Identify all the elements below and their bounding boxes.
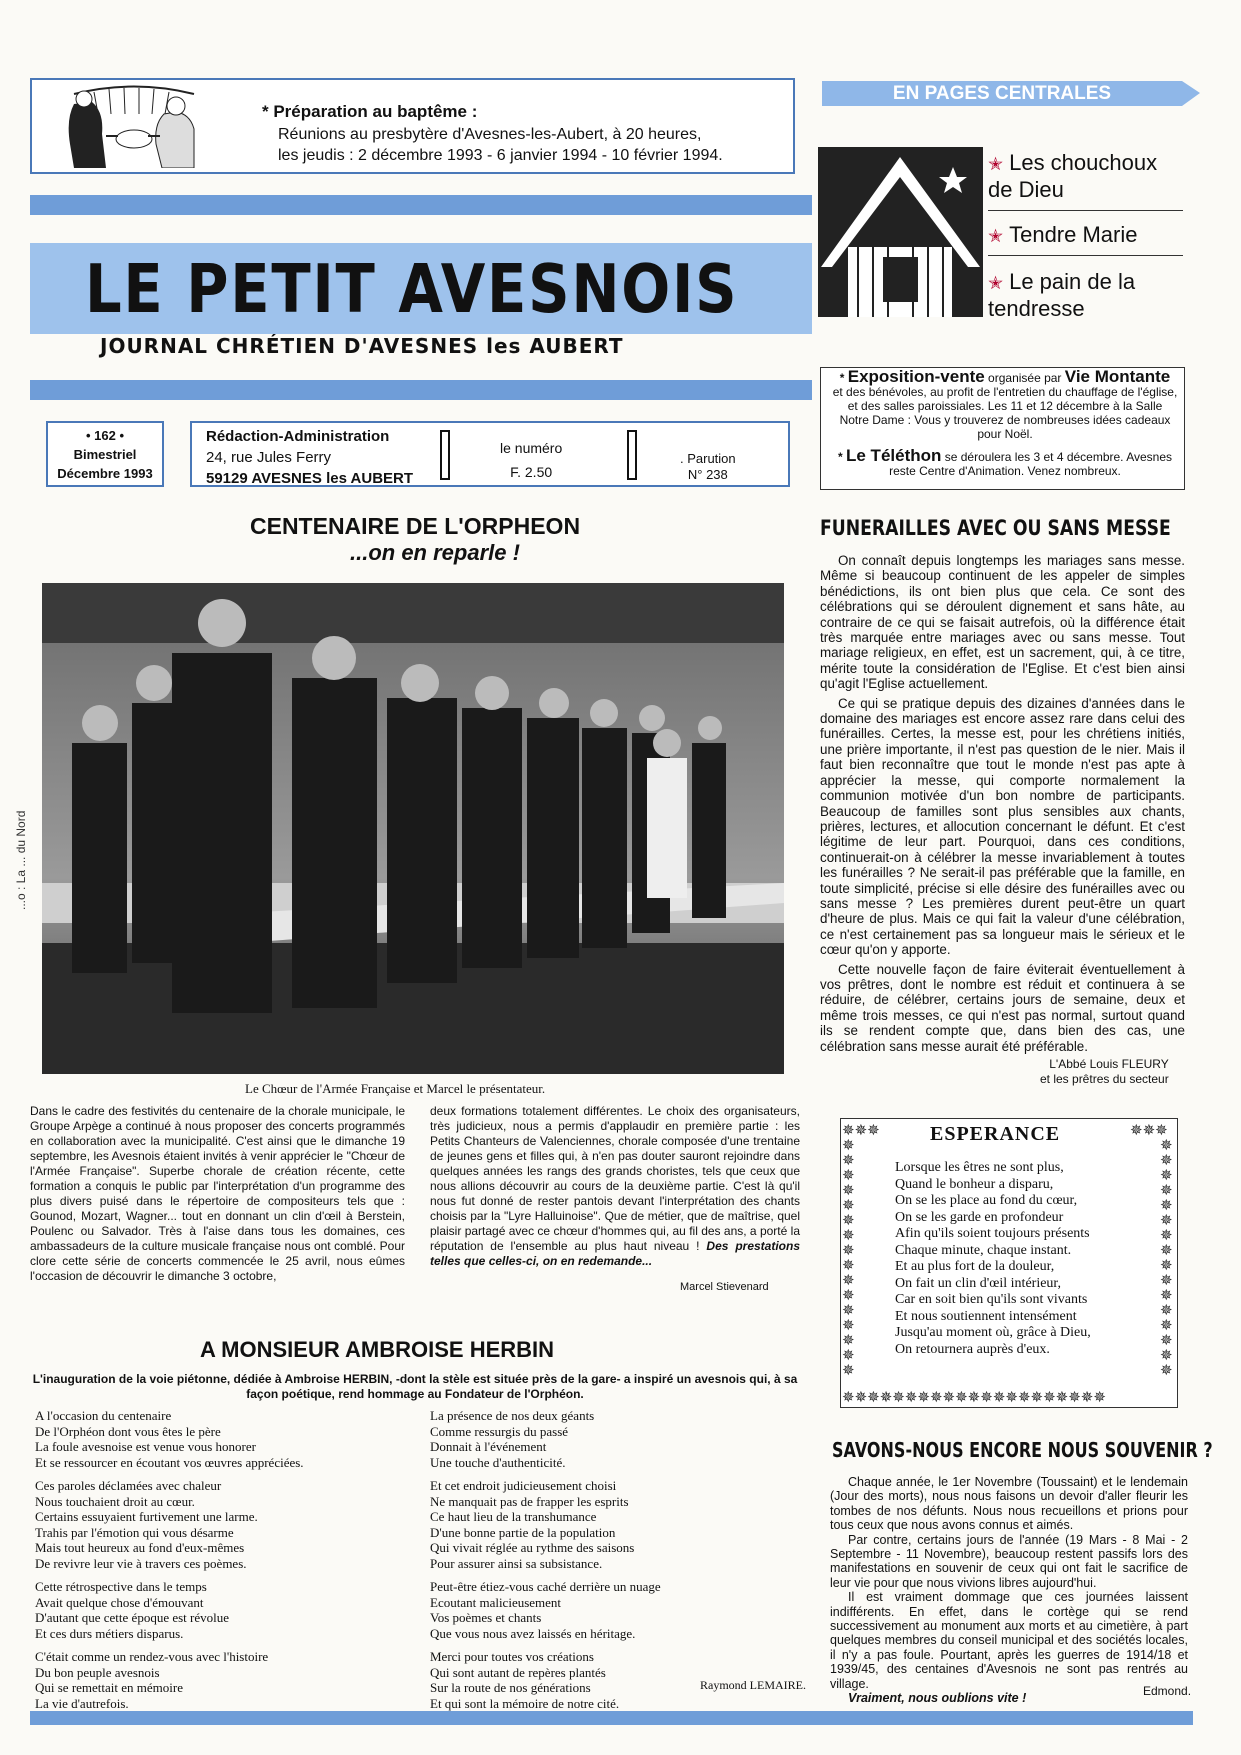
poem-line: Quand le bonheur a disparu,: [895, 1176, 1054, 1192]
star-icon: ✭: [988, 273, 1004, 293]
poem-line: Et se ressourcer en écoutant vos œuvres appréciées.: [35, 1454, 304, 1470]
photo-caption: Le Chœur de l'Armée Française et Marcel le présentateur.: [245, 1081, 546, 1096]
bapteme-title: * Préparation au baptême :: [262, 102, 478, 121]
poem-line: La foule avesnoise est venue vous honorer: [35, 1439, 256, 1454]
poem-line: Et nous soutiennent intensément: [895, 1308, 1077, 1324]
poem-line: Nous touchaient droit au cœur.: [35, 1493, 195, 1509]
poem-line: Et ces durs métiers disparus.: [35, 1625, 184, 1641]
poem-line: Chaque minute, chaque instant.: [895, 1242, 1072, 1258]
bapteme-text: Réunions au presbytère d'Avesnes-les-Aubert, à 20 heures, les jeudis : 2 décembre 1993 - 6 janvier 1994 - 10 février 1994.: [278, 126, 723, 164]
expo-text: * Exposition-vente organisée par Vie Montante et des bénévoles, au profit de l'entretien du chauffage de l'église, et des salles paroissiales. Les 11 et 12 décembre à la Salle Notre Dame : Vous y trouverez de nombreuses idées cadeaux pour Noël. * Le Téléthon se déroulera les 3 et 4 décembre. Avesnes reste Centre d'Animation. Venez nombreux.: [832, 367, 1178, 478]
issue-frequency: Bimestriel: [73, 447, 137, 462]
poem-stanza: [430, 1478, 770, 1571]
poem-line: De l'Orphéon dont vous êtes le père: [35, 1423, 221, 1439]
poem-line: Avait quelque chose d'émouvant: [35, 1594, 204, 1610]
poem-stanza: [430, 1408, 770, 1470]
herbin-poem-left: [35, 1408, 375, 1719]
poem-line: Ne manquait pas de frapper les esprits: [430, 1493, 629, 1509]
chalet-illustration: [818, 147, 983, 317]
herbin-intro: L'inauguration de la voie piétonne, dédiée à Ambroise HERBIN, -dont la stèle est située près de la gare- a inspiré un avesnois qui, à sa façon poétique, rend hommage au Fondateur de l'Orphéon.: [32, 1372, 798, 1401]
poem-line: Jusqu'au moment où, grâce à Dieu,: [895, 1325, 1091, 1340]
poem-line: On retournera auprès d'eux.: [895, 1341, 1050, 1357]
footer-bar: [30, 1711, 1193, 1725]
poem-line: Une touche d'authenticité.: [430, 1454, 566, 1470]
poem-line: Qui vivait réglée au rythme des saisons: [430, 1540, 635, 1555]
poem-line: Et qui sont la mémoire de notre cité.: [430, 1695, 620, 1711]
poem-line: On se les place au fond du cœur,: [895, 1193, 1078, 1208]
centenaire-column-right: deux formations totalement différentes. Le choix des organisateurs, très judicieux, nous a permis d'applaudir en première partie : les Petits Chanteurs de Valenciennes, chorale composée d'une trentaine de jeunes gens et filles qui, à n'en pas douter sauront rejoindre dans quelques années les rangs des grands choristes, tels que ceux que nous allions découvrir au cours de la deuxième partie. C'est là qu'il nous fut donné de rester pantois devant l'interprétation des chants choisis par la "Lyre Halluinoise". Que de métier, que de maîtrise, quel plaisir partagé avec ce chœur d'hommes qui, au fil des ans, a porté la réputation de l'ensemble au plus haut niveau ! Des prestations telles que celles-ci, on en redemande...: [430, 1104, 801, 1268]
price-info: le numéro F. 2.50: [500, 440, 563, 480]
poem-line: Que vous nous avez laissés en héritage.: [430, 1625, 636, 1641]
poem-stanza: [35, 1579, 375, 1641]
funerailles-title: FUNERAILLES AVEC OU SANS MESSE: [820, 516, 1171, 540]
poem-line: C'était comme un rendez-vous avec l'histoire: [35, 1649, 269, 1664]
divider: [988, 210, 1183, 211]
poem-line: Afin qu'ils soient toujours présents: [895, 1226, 1090, 1241]
poem-stanza: [35, 1408, 375, 1470]
sidebar-item-marie: ✭ Tendre Marie: [988, 222, 1138, 247]
baptism-illustration: [44, 84, 224, 168]
souvenir-text: Chaque année, le 1er Novembre (Toussaint) et le lendemain (Jour des morts), nous nous faisons un devoir d'aller fleurir les tombes de nos défunts. Nous nous recueillons et prions pour tous ceux que nous avons connus et aimés. Par contre, certains jours de l'année (19 Mars - 8 Mai - 2 Septembre - 11 Novembre), beaucoup restent passifs lors des manifestations en souvenir de ceux qui ont fait le sacrifice de leur vie pour que nous vivions libres aujourd'hui. Il est vraiment dommage que ces journées laissent indifférents. En effet, dans le cortège qui se rend successivement au monument aux morts et au cimetière, à part quelques membres du conseil municipal et des sociétés locales, il n'y a pas foule. Pourtant, après les guerres de 1914/18 et 1939/45, des centaines d'Avesnois ne sont pas rentrés au village. Vraiment, nous oublions vite !: [830, 1475, 1188, 1706]
newspaper-title: LE PETIT AVESNOIS: [85, 250, 739, 328]
poem-line: Pour assurer ainsi sa subsistance.: [430, 1555, 603, 1571]
poem-stanza: [430, 1579, 770, 1641]
bracket-divider: [627, 430, 637, 480]
poem-line: Ecoutant malicieusement: [430, 1594, 562, 1610]
herbin-poem-right: [430, 1408, 770, 1719]
ornament-border: ✵✵✵✵✵✵✵✵✵✵✵✵✵✵✵✵✵✵✵✵✵: [842, 1388, 1106, 1406]
centenaire-closing: Des prestations telles que celles-ci, on en redemande...: [430, 1239, 801, 1268]
newspaper-subtitle: JOURNAL CHRÉTIEN D'AVESNES les AUBERT: [100, 334, 624, 358]
funerailles-text: On connaît depuis longtemps les mariages sans messe. Même si beaucoup continuent de les appeler de simples bénédictions, ils ont bien plus que cela. Ce sont des célébrations qui se déroulent dignement et sans hâte, au contraire de ce qui se faisait autrefois, où la différence était très marquée entre mariages avec ou sans messe. Tout mariage religieux, en effet, est un sacrement, qui, à ce titre, mérite toute la considération de l'Eglise. Et c'est bien ainsi qu'agit l'Eglise actuellement. Ce qui se pratique depuis des dizaines d'années dans le domaine des mariages est encore assez rare dans celui des funérailles. Certes, la messe est, pour les chrétiens initiés, une prière importante, il n'est pas question de le nier. Mais il faut bien reconnaître que tout le monde n'est pas apte à apprécier la messe, qui comporte normalement la communion motivée d'un bon nombre de participants. Beaucoup de familles sont plus sensibles aux chants, prières, lectures, et allocution concernant le défunt. Et c'est légitime de leur part. Pourquoi, dans ces conditions, continuerait-on à célébrer la messe invariablement à toutes les funérailles ? Ne serait-il pas préférable que la famille, en toute simplicité, précise si elle désire des funérailles avec ou sans messe ? Les premières durent peut-être un quart d'heure de plus. Mais ce qui fait la valeur d'une célébration, ce n'est certainement pas sa longueur mais le sérieux et le cœur qu'on y apporte. Cette nouvelle façon de faire éviterait éventuellement à vos prêtres, dont le nombre est réduit et continuera à se réduire, de célébrer, certains jours de semaine, deux et même trois messes, ce qui n'est pas normal, surtout quand ils se rendent compte que, dans bien des cas, une célébration sans messe aurait été préférable.: [820, 553, 1185, 1054]
masthead-bottom-bar: [30, 380, 812, 400]
funerailles-signature: L'Abbé Louis FLEURY et les prêtres du secteur: [1040, 1057, 1169, 1086]
poem-stanza: [35, 1478, 375, 1571]
poem-line: D'une bonne partie de la population: [430, 1524, 616, 1540]
issue-info-box: [46, 421, 164, 487]
poem-line: La présence de nos deux géants: [430, 1408, 595, 1423]
poem-stanza: [895, 1160, 1091, 1358]
poem-line: Lorsque les êtres ne sont plus,: [895, 1160, 1064, 1175]
poem-line: Peut-être étiez-vous caché derrière un nuage: [430, 1579, 661, 1594]
poem-line: Cette rétrospective dans le temps: [35, 1579, 207, 1594]
sidebar-item-pain: ✭ Le pain de la tendresse: [988, 269, 1136, 321]
choir-photo: [42, 583, 784, 1074]
star-icon: ✭: [988, 226, 1004, 246]
centenaire-column-left: Dans le cadre des festivités du centenaire de la chorale municipale, le Groupe Arpège a continué à nous proposer des concerts programmés en collaboration avec la municipalité. C'est ainsi que le dimanche 19 septembre, les Avesnois étaient invités à venir apprécier le "Chœur de l'Armée Française". Superbe chorale de création récente, cette formation a conquis le public par l'interprétation d'un programme des plus divers puisé dans le répertoire de compositeurs tels que : Gounod, Mozart, Wagner... tout en donnant un clin d'œil à Berstein, Poulenc ou Salvador. Très à l'aise dans tous les domaines, ces ambassadeurs de la culture musicale française nous ont comblé. Pour clore cette série de concerts commencée le 25 avril, nous eûmes l'occasion de découvrir le dimanche 3 octobre,: [30, 1104, 405, 1283]
sidebar-item-chouchoux: ✭ Les chouchoux de Dieu: [988, 150, 1158, 202]
herbin-signature: Raymond LEMAIRE.: [700, 1678, 806, 1692]
souvenir-closing: Vraiment, nous oublions vite !: [848, 1691, 1027, 1706]
poem-line: Vos poèmes et chants: [430, 1610, 542, 1625]
herbin-title: A MONSIEUR AMBROISE HERBIN: [200, 1337, 555, 1362]
poem-line: Comme ressurgis du passé: [430, 1423, 569, 1439]
centenaire-title: CENTENAIRE DE L'ORPHEON: [250, 513, 581, 539]
poem-line: Donnait à l'événement: [430, 1439, 547, 1454]
bracket-divider: [440, 430, 450, 480]
poem-line: Merci pour toutes vos créations: [430, 1649, 594, 1664]
esperance-poem: [895, 1160, 1091, 1358]
poem-line: D'autant que cette époque est révolue: [35, 1610, 230, 1625]
poem-line: La vie d'autrefois.: [35, 1695, 129, 1711]
poem-line: Certains essuyaient furtivement une larme.: [35, 1509, 258, 1524]
poem-line: Qui se remettait en mémoire: [35, 1680, 184, 1695]
poem-line: On se les garde en profondeur: [895, 1209, 1064, 1225]
issue-date: Décembre 1993: [57, 466, 153, 481]
poem-line: Ce haut lieu de la transhumance: [430, 1509, 597, 1524]
poem-line: Ces paroles déclamées avec chaleur: [35, 1478, 222, 1493]
masthead-top-bar: [30, 195, 812, 215]
poem-stanza: [35, 1649, 375, 1711]
souvenir-title: SAVONS-NOUS ENCORE NOUS SOUVENIR ?: [832, 1438, 1213, 1462]
poem-line: Et cet endroit judicieusement choisi: [430, 1478, 617, 1493]
poem-line: Qui sont autant de repères plantés: [430, 1664, 606, 1680]
ornament-border: ✵✵✵✵✵✵✵✵✵✵✵✵✵✵✵✵: [842, 1136, 855, 1379]
centenaire-subtitle: ...on en reparle !: [350, 540, 520, 565]
issue-number: • 162 •: [85, 428, 125, 443]
ornament-border: ✵✵✵✵✵✵✵✵✵✵✵✵✵✵✵✵: [1160, 1136, 1173, 1379]
poem-line: On fait un clin d'œil intérieur,: [895, 1275, 1062, 1291]
parution-info: . Parution N° 238: [680, 451, 736, 482]
admin-address: Rédaction-Administration 24, rue Jules Ferry 59129 AVESNES les AUBERT: [206, 428, 414, 487]
poem-line: Mais tout heureux au fond d'eux-mêmes: [35, 1540, 245, 1555]
poem-line: Trahis par l'émotion qui vous désarme: [35, 1524, 234, 1540]
centenaire-signature: Marcel Stievenard: [680, 1281, 769, 1293]
ornament-border: ✵✵✵: [842, 1121, 880, 1139]
pages-centrales-header: EN PAGES CENTRALES: [822, 81, 1182, 106]
esperance-title: ESPERANCE: [930, 1123, 1061, 1145]
poem-line: Sur la route de nos générations: [430, 1680, 591, 1695]
poem-line: Et au plus fort de la douleur,: [895, 1259, 1055, 1274]
star-icon: ✭: [988, 154, 1004, 174]
ornament-border: ✵✵✵: [1130, 1121, 1168, 1139]
photo-credit: ...o : La ... du Nord: [14, 810, 28, 910]
poem-line: Du bon peuple avesnois: [35, 1664, 160, 1680]
poem-line: De revivre leur vie à travers ces poèmes.: [35, 1555, 247, 1571]
souvenir-signature: Edmond.: [1143, 1684, 1192, 1698]
poem-line: Car en soit bien qu'ils sont vivants: [895, 1292, 1088, 1307]
poem-line: A l'occasion du centenaire: [35, 1408, 172, 1423]
divider: [988, 255, 1183, 256]
